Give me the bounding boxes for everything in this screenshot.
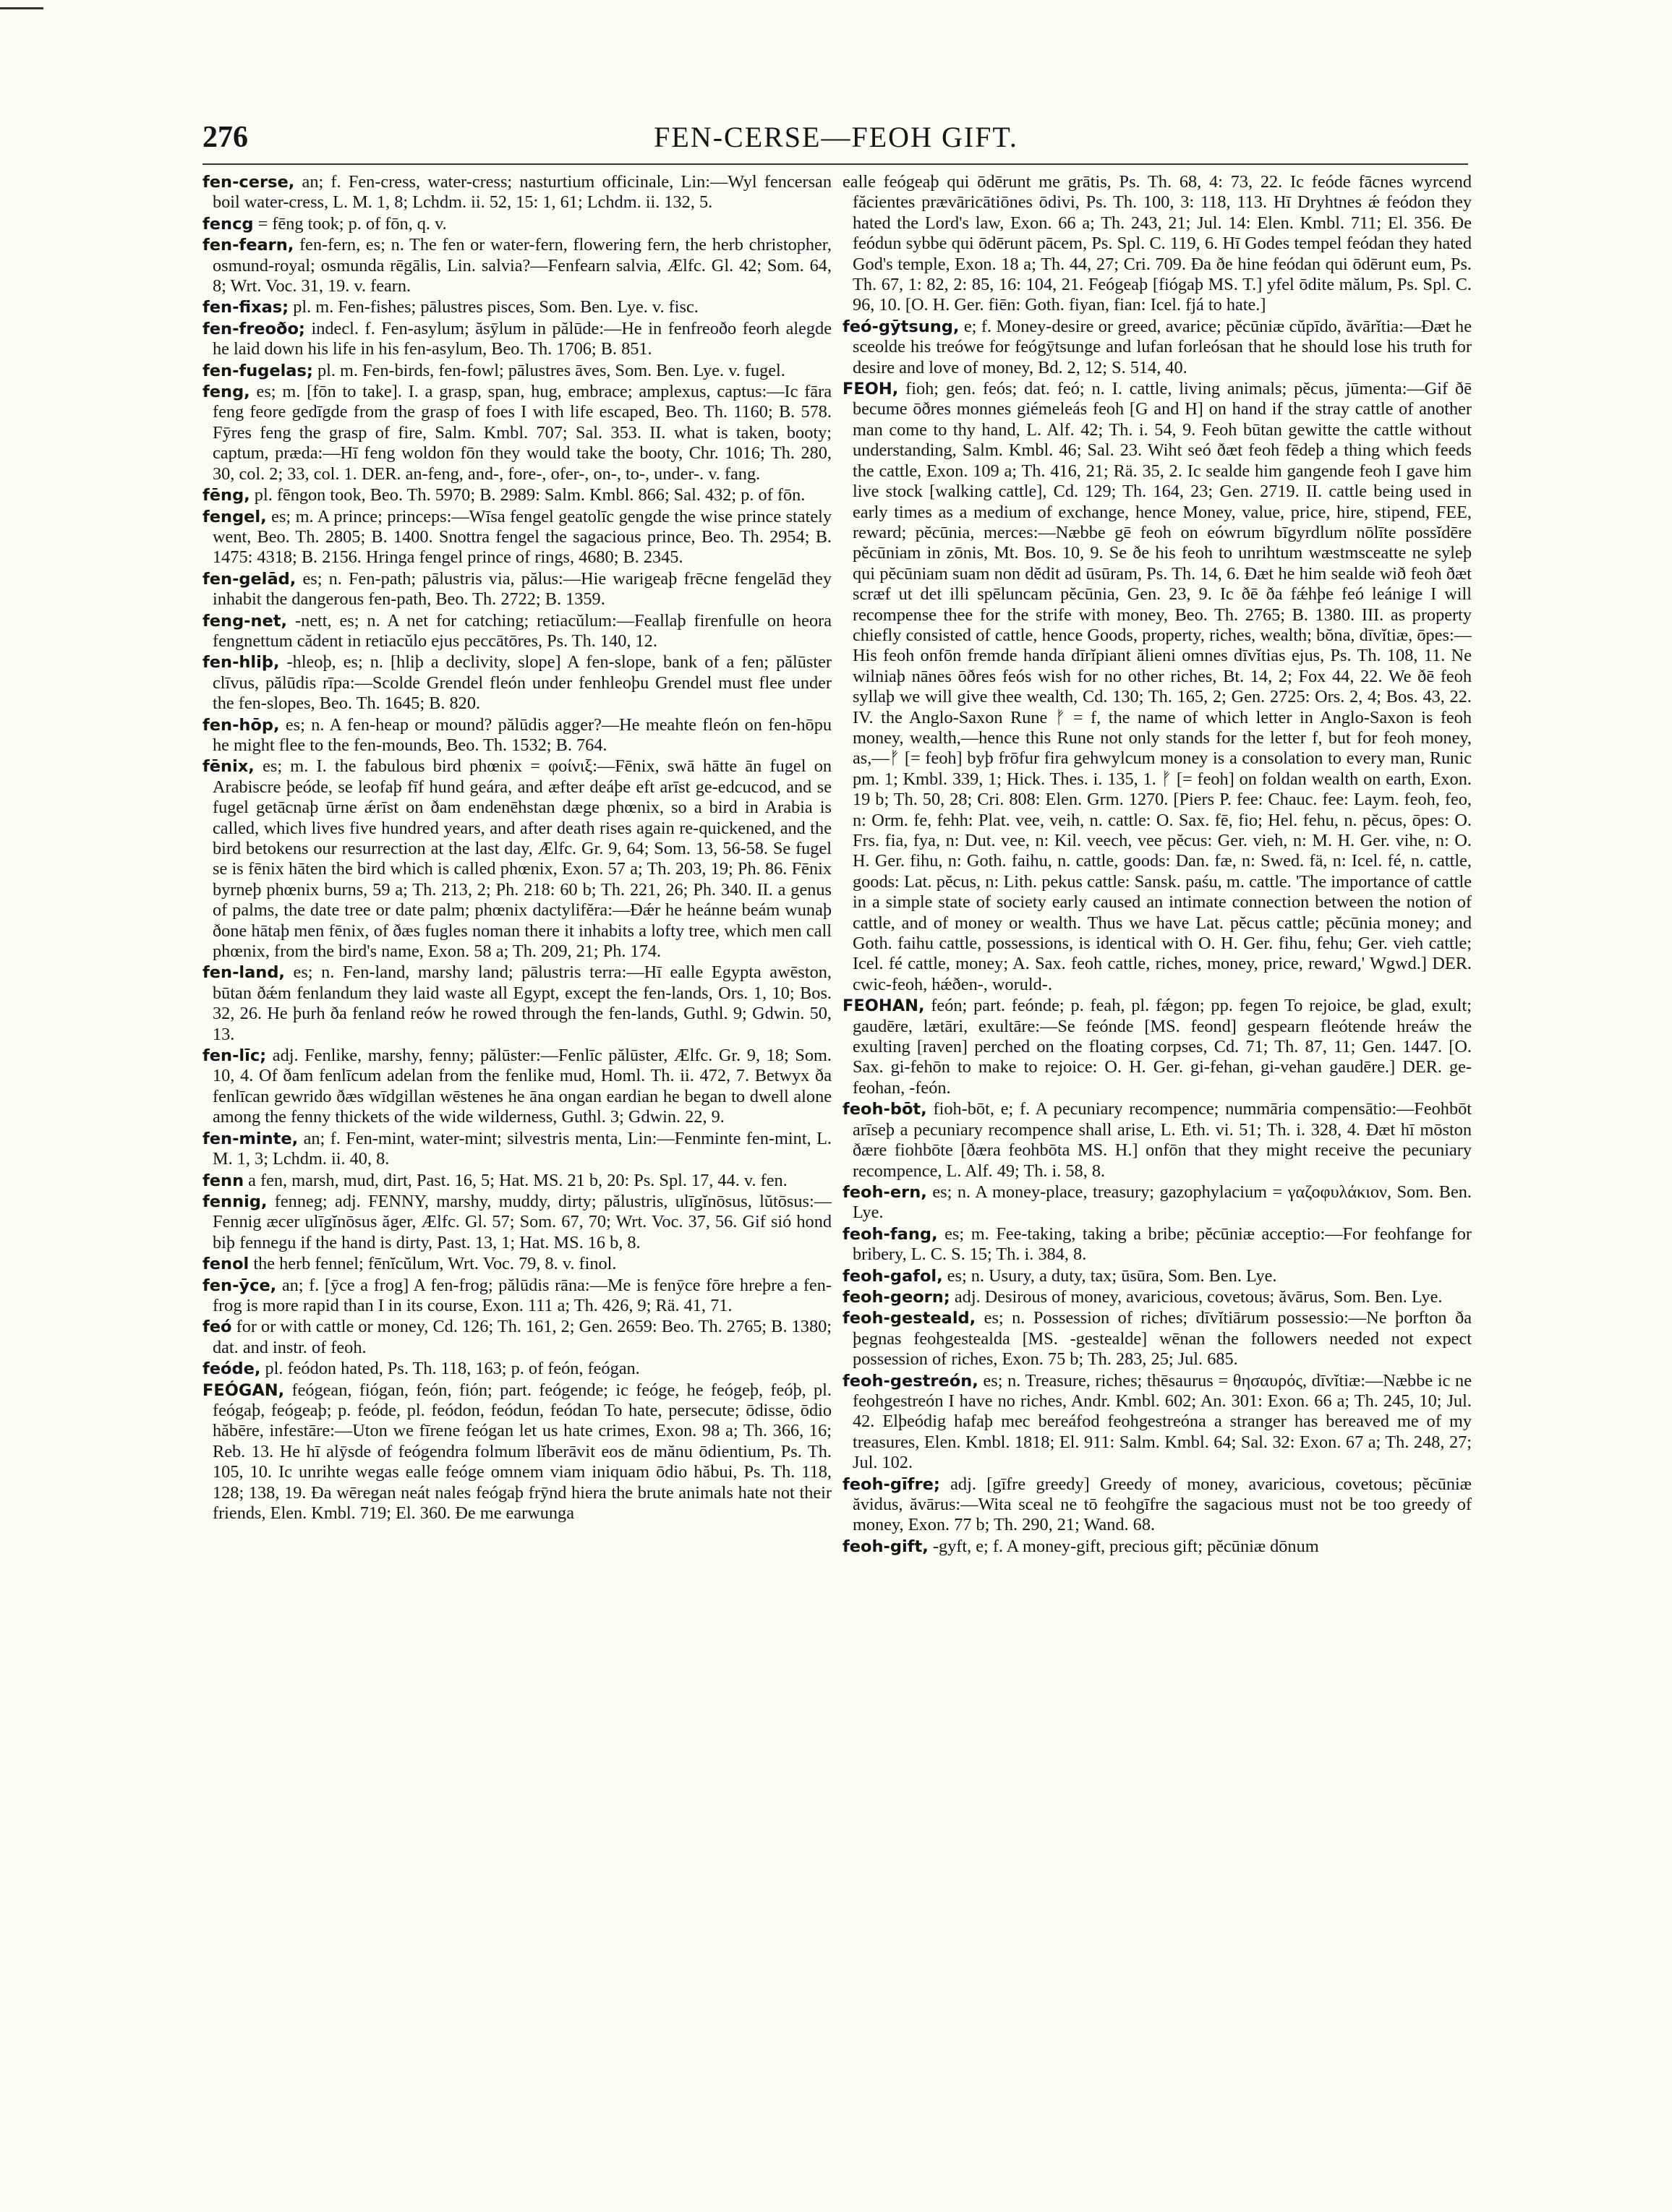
entry-text: es; n. A money-place, treasury; gazophylacium = γαζοφυλάκιον, Som. Ben. Lye. [853, 1182, 1472, 1223]
entry-headword: FEÓGAN, [202, 1380, 285, 1400]
dictionary-entry [843, 1308, 1472, 1370]
dictionary-entry [843, 172, 1472, 316]
dictionary-entry [202, 962, 832, 1045]
entry-text: e; f. Money-desire or greed, avarice; pĕcūniæ cŭpīdo, ăvārĭtia:—Ðæt he sceolde his treówe for feógȳtsunge and lufan forleósan that he should lose his truth for desire and love of money, Bd. 2, 12; S. 514, 40. [853, 316, 1472, 377]
entry-text: a fen, marsh, mud, dirt, Past. 16, 5; Hat. MS. 21 b, 20: Ps. Spl. 17, 44. v. fen. [244, 1170, 788, 1190]
entry-headword: fēng, [202, 486, 250, 505]
page-corner-mark [0, 7, 43, 9]
entry-text: es; m. I. the fabulous bird phœnix = φοίνιξ:—Fēnix, swā hātte ān fugel on Arabiscre þeóde, se leofaþ fīf hund geára, and æfter deáþe eft arīst ge-edcucod, and se fugel getācnaþ ūrne ǽrīst on ðam endenēhstan dæge phœnix, so a bird in Arabia is called, which lives five hundred years, and after death rises again re-quickened, and the bird betokens our resurrection at the last day, Ælfc. Gr. 9, 64; Som. 13, 56-58. Se fugel se is fēnix hāten the bird which is called phœnix, Exon. 57 a; Th. 203, 19; Ph. 86. Fēnix byrneþ phœnix burns, 59 a; Th. 213, 2; Ph. 218: 60 b; Th. 221, 26; Ph. 340. II. a genus of palms, the date tree or date palm; phœnix dactylifĕra:—Ðǽr he heánne beám wunaþ ðone hātaþ men fēnix, of ðæs fugles noman there it inhabits a lofty tree, which men call phœnix, from the bird's name, Exon. 58 a; Th. 209, 21; Ph. 174. [213, 756, 832, 962]
entry-headword: fen-fixas; [202, 298, 289, 317]
entry-text: es; m. A prince; princeps:—Wīsa fengel geatolīc gengde the wise prince stately went, Beo. Th. 2805; B. 1400. Snottra fengel the sagacious prince, Beo. Th. 2954; B. 1475: 4318; B. 2156. Hringa fengel prince of rings, 4680; B. 2345. [213, 506, 832, 568]
entry-text: an; f. Fen-cress, water-cress; nasturtium officinale, Lin:—Wyl fencersan boil water-cress, L. M. 1, 8; Lchdm. ii. 52, 15: 1, 61; Lchdm. ii. 132, 5. [213, 172, 832, 213]
entry-text: es; n. A fen-heap or mound? pălūdis agger?—He meahte fleón on fen-hōpu he might flee to the fen-mounds, Beo. Th. 1532; B. 764. [213, 714, 832, 755]
dictionary-entry [843, 1287, 1472, 1307]
dictionary-entry [202, 569, 832, 610]
entry-headword: feoh-georn; [843, 1287, 950, 1307]
dictionary-entry [202, 361, 832, 381]
dictionary-entry [202, 1359, 832, 1379]
entry-text: feógean, fiógan, feón, fión; part. feógende; ic feóge, he feógeþ, feóþ, pl. feógaþ, feógeaþ; p. feóde, pl. feódon, feódun, feódan To hate, persecute; ōdisse, ōdio hăbēre, infestāre:—Uton we fīrene feógan let us hate crimes, Exon. 98 a; Th. 366, 16; Reb. 13. He hī alȳsde of feógendra folmum lĭberāvit eos de mănu ōdientium, Ps. Th. 105, 10. Ic unrihte wegas ealle feóge omnem viam iniquam ōdio hăbui, Ps. Th. 118, 128; 138, 19. Ða wēregan neát nales feógaþ frȳnd hiera the brute animals hate not their friends, Elen. Kmbl. 719; El. 360. Ðe me earwunga [213, 1380, 832, 1523]
entry-text: es; m. [fōn to take]. I. a grasp, span, hug, embrace; amplexus, captus:—Ic fāra feng feore gedīgde from the grasp of foes I with life escaped, Beo. Th. 1160; B. 578. Fȳres feng the grasp of fire, Salm. Kmbl. 707; Sal. 353. II. what is taken, booty; captum, præda:—Hī feng woldon fōn they would take the booty, Chr. 1016; Th. 280, 30, col. 2; 33, col. 1. DER. an-feng, and-, fore-, ofer-, on-, to-, under-. v. fang. [213, 382, 832, 484]
entry-headword: fen-freoðo; [202, 319, 305, 338]
entry-headword: fen-minte, [202, 1129, 299, 1148]
entry-text: an; f. Fen-mint, water-mint; silvestris menta, Lin:—Fenminte fen-mint, L. M. 1, 3; Lchdm. ii. 40, 8. [213, 1128, 832, 1169]
entry-headword: fenol [202, 1255, 249, 1274]
dictionary-entry [202, 1276, 832, 1317]
dictionary-entry [202, 1317, 832, 1358]
entry-text: adj. Fenlike, marshy, fenny; pălūster:—Fenlīc pălūster, Ælfc. Gr. 9, 18; Som. 10, 4. Of ðam fenlīcum adelan from the fenlike mud, Homl. Th. ii. 472, 7. Betwyx ða fenlīcan gewrido ðæs wīdgillan wēstenes he āna ongan eardian he began to dwell alone among the fenny thickets of the wide wilderness, Guthl. 3; Gdwin. 22, 9. [213, 1046, 832, 1127]
dictionary-entry [202, 1046, 832, 1128]
dictionary-entry [843, 1474, 1472, 1536]
dictionary-entry [202, 319, 832, 360]
entry-headword: feoh-gesteald, [843, 1309, 976, 1328]
dictionary-entry [202, 235, 832, 296]
left-column [202, 172, 832, 2204]
dictionary-entry [202, 507, 832, 568]
entry-text: fioh; gen. feós; dat. feó; n. I. cattle, living animals; pĕcus, jūmenta:—Gif ðē becume ōðres monnes giémeleás feoh [G and H] on hand if the stray cattle of another man come to thy hand, L. Alf. 42; Th. i. 54, 9. Feoh būtan gewitte the cattle without understanding, Salm. Kmbl. 46; Sal. 23. Wiht seó ðæt feoh fēdeþ a thing which feeds the cattle, Exon. 109 a; Th. 416, 21; Rä. 35, 2. Ic sealde him gangende feoh I gave him live stock [walking cattle], Cd. 129; Th. 164, 23; Gen. 2719. II. cattle being used in early times as a medium of exchange, hence Money, value, price, hire, stipend, FEE, reward; pĕcūnia, merces:—Næbbe gē feoh on eówrum bīgyrdlum nōlīte possĭdēre pĕcūniam in zōnis, Mt. Bos. 10, 9. Se ðe his feoh to unrihtum wæstmsceatte ne syleþ qui pĕcūniam suam non dĕdit ad ūsūram, Ps. Th. 14, 6. Ðæt he him sealde wið feoh ðæt scræf ut det illi spēluncam pĕcūnia, Gen. 23, 9. Ic ðē ða fǽhþe feó leánige I will recompense thee for the strife with money, Beo. Th. 2765; B. 1380. III. as property chiefly consisted of cattle, hence Goods, property, riches, wealth; bŏna, dīvĭtiæ, ōpes:—His feoh onfōn fremde handa dīrĭpiant ălieni omnes dīvĭtias ejus, Ps. Th. 108, 11. Ne wilniaþ nānes ōðres feós wish for no other riches, Bt. 14, 2; Fox 44, 22. We ðē feoh syllaþ we will give thee wealth, Cd. 130; Th. 165, 2; Gen. 2725: Ors. 2, 4; Bos. 43, 22. IV. the Anglo-Saxon Rune ᚠ = f, the name of which letter in Anglo-Saxon is feoh money, wealth,—hence this Rune not only stands for the letter f, but for feoh money, as,—ᚠ [= feoh] byþ frōfur fira gehwylcum money is a consolation to every man, Runic pm. 1; Kmbl. 339, 1; Hick. Thes. i. 135, 1. ᚠ [= feoh] on foldan wealth on earth, Exon. 19 b; Th. 50, 28; Cri. 808: Elen. Grm. 1270. [Piers P. fee: Chauc. fee: Laym. feoh, feo, n: Orm. fe, fehh: Plat. vee, veih, n. cattle: O. Sax. fē, fio; Hel. fehu, n. pĕcus, ōpes: O. Frs. fia, fya, n: Dut. vee, n: Kil. veech, vee pĕcus: Ger. vieh, n: M. H. Ger. vihe, n: O. H. Ger. fihu, n: Goth. faihu, n. cattle, goods: Dan. fæ, n: Swed. fä, n: Icel. fé, n. cattle, goods: Lat. pĕcus, n: Lith. pekus cattle: Sansk. paśu, m. cattle. 'The importance of cattle in a simple state of society early caused an intimate connection between the notion of cattle, and of money or wealth. Thus we have Lat. pĕcus cattle; pĕcūnia money; and Goth. faihu cattle, possessions, is identical with O. H. Ger. fihu, fehu; Ger. vieh cattle; Icel. fé cattle, money; A. Sax. feoh cattle, riches, money, price, reward,' Wgwd.] DER. cwic-feoh, hǽðen-, woruld-. [853, 379, 1472, 994]
page-number: 276 [202, 121, 248, 154]
entry-headword: feoh-ern, [843, 1182, 927, 1202]
entry-headword: feng, [202, 383, 250, 402]
header-rule [202, 163, 1468, 165]
entry-text: the herb fennel; fēnĭcŭlum, Wrt. Voc. 79, 8. v. finol. [249, 1254, 617, 1274]
dictionary-entry [843, 1537, 1472, 1557]
entry-text: = fēng took; p. of fōn, q. v. [253, 213, 447, 234]
entry-headword: fen-hliþ, [202, 653, 280, 672]
entry-headword: fen-gelād, [202, 569, 297, 589]
entry-headword: FEOHAN, [843, 996, 925, 1016]
entry-text: an; f. [ȳce a frog] A fen-frog; pălūdis rāna:—Me is fenȳce fōre hreþre a fen-frog is more rapid than I in its course, Exon. 111 a; Th. 426, 9; Rä. 41, 71. [213, 1275, 832, 1315]
entry-text: fioh-bōt, e; f. A pecuniary recompence; nummāria compensātio:—Feohbōt arīseþ a pecuniary recompence shall arise, L. Eth. vi. 51; Th. i. 328, 4. Ðæt hī mōston ðære fiohbōte [ðæra feohbōta MS. H.] onfōn that they might receive the pecuniary recompence, L. Alf. 49; Th. i. 58, 8. [853, 1099, 1472, 1181]
entry-text: es; n. Fen-land, marshy land; pālustris terra:—Hī ealle Egypta awēston, būtan ðǽm fenlandum they laid waste all Egypt, except the fen-lands, Ors. 1, 10; Bos. 32, 26. He þurh ða fenland reów he rowed through the fen-lands, Guthl. 9; Gdwin. 50, 13. [213, 962, 832, 1044]
dictionary-entry [202, 485, 832, 505]
entry-headword: fen-līc; [202, 1046, 267, 1066]
entry-headword: fenn [202, 1171, 244, 1190]
dictionary-entry [202, 756, 832, 962]
entry-text: indecl. f. Fen-asylum; ăsȳlum in pălūde:—He in fenfreoðo feorh alegde he laid down his life in his fen-asylum, Beo. Th. 1706; B. 851. [213, 318, 832, 359]
entry-headword: feoh-fang, [843, 1224, 938, 1244]
entry-headword: fen-ȳce, [202, 1276, 277, 1295]
entry-text: pl. m. Fen-fishes; pālustres pisces, Som. Ben. Lye. v. fisc. [289, 297, 699, 317]
dictionary-entry [843, 317, 1472, 378]
entry-text: es; m. Fee-taking, taking a bribe; pĕcūniæ acceptio:—For feohfange for bribery, L. C. S. 15; Th. i. 384, 8. [853, 1224, 1472, 1265]
entry-text: pl. m. Fen-birds, fen-fowl; pālustres āves, Som. Ben. Lye. v. fugel. [312, 360, 785, 380]
dictionary-entry [202, 1171, 832, 1191]
entry-text: -nett, es; n. A net for catching; retiacŭlum:—Feallaþ firenfulle on heora fengnettum cădent in retiacŭlo ejus peccātōres, Ps. Th. 140, 12. [213, 610, 832, 651]
entry-headword: fen-fugelas; [202, 361, 313, 380]
dictionary-entry [843, 1371, 1472, 1474]
entry-headword: feoh-bōt, [843, 1100, 927, 1119]
dictionary-entry [202, 172, 832, 213]
dictionary-entry [202, 214, 832, 234]
dictionary-entry [202, 382, 832, 484]
dictionary-entry [843, 379, 1472, 995]
entry-text: for or with cattle or money, Cd. 126; Th. 161, 2; Gen. 2659: Beo. Th. 2765; B. 1380; dat. and instr. of feoh. [213, 1317, 832, 1357]
dictionary-entry [843, 1099, 1472, 1182]
entry-text: feón; part. feónde; p. feah, pl. fǽgon; pp. fegen To rejoice, be glad, exult; gaudēre, lætāri, exultāre:—Se feónde [MS. feond] gespearn fleótende hreáw the exulting [raven] perched on the floating corpses, Cd. 71; Th. 87, 11; Gen. 1447. [O. Sax. gi-fehōn to make to rejoice: O. H. Ger. gi-fehan, gi-vehan gaudēre.] DER. ge-feohan, -feón. [853, 996, 1472, 1098]
dictionary-entry [202, 652, 832, 714]
entry-text: ealle feógeaþ qui ōdērunt me grātis, Ps. Th. 68, 4: 73, 22. Ic feóde fācnes wyrcend făcientes prævāricātiōnes ōdivi, Ps. Th. 100, 3: 118, 113. Hī Dryhtnes ǽ feódon they hated the Lord's law, Exon. 66 a; Th. 243, 21; Jul. 14: Elen. Kmbl. 711; El. 356. Ðe feódun sybbe qui ōdērunt pācem, Ps. Spl. C. 119, 6. Hī Godes tempel feódan they hated God's temple, Exon. 18 a; Th. 44, 27; Cri. 709. Ða ðe hine feódan qui ōdērunt eum, Ps. Th. 67, 1: 82, 2: 85, 16: 104, 21. Feógeaþ [fiógaþ MS. T.] yfel ōdite mălum, Ps. Spl. C. 96, 10. [O. H. Ger. fiēn: Goth. fiyan, fian: Icel. fjá to hate.] [843, 172, 1472, 315]
dictionary-entry [202, 1192, 832, 1253]
dictionary-entry [202, 715, 832, 756]
entry-headword: fen-fearn, [202, 236, 294, 255]
entry-text: -hleoþ, es; n. [hliþ a declivity, slope] A fen-slope, bank of a fen; pălūster clīvus, pălūdis rīpa:—Scolde Grendel fleón under fenhleoþu Grendel must flee under the fen-slopes, Beo. Th. 1645; B. 820. [213, 652, 832, 714]
entry-text: adj. Desirous of money, avaricious, covetous; ăvārus, Som. Ben. Lye. [950, 1286, 1443, 1307]
entry-headword: feó-gȳtsung, [843, 317, 960, 336]
entry-headword: fencg [202, 214, 254, 234]
entry-text: es; n. Fen-path; pālustris via, pălus:—Hie warigeaþ frēcne fengelād they inhabit the dangerous fen-path, Beo. Th. 2722; B. 1359. [213, 568, 832, 610]
dictionary-entry [843, 1224, 1472, 1265]
entry-text: fen-fern, es; n. The fen or water-fern, flowering fern, the herb christopher, osmund-royal; osmunda rēgālis, Lin. salvia?—Fenfearn salvia, Ælfc. Gl. 42; Som. 64, 8; Wrt. Voc. 31, 19. v. fearn. [213, 235, 832, 296]
entry-text: pl. fēngon took, Beo. Th. 5970; B. 2989: Salm. Kmbl. 866; Sal. 432; p. of fōn. [249, 485, 806, 505]
entry-text: es; n. Treasure, riches; thēsaurus = θησαυρός, dīvĭtiæ:—Næbbe ic ne feohgestreón I have no riches, Andr. Kmbl. 602; An. 301: Exon. 66 a; Th. 245, 10; Jul. 42. Elþeódig hafaþ mec bereáfod feohgestreóna a stranger has bereaved me of my treasures, Elen. Kmbl. 1818; El. 911: Salm. Kmbl. 64; Sal. 32: Exon. 67 a; Th. 248, 27; Jul. 102. [853, 1370, 1472, 1473]
entry-headword: feoh-gestreón, [843, 1371, 978, 1391]
entry-headword: feoh-gift, [843, 1537, 929, 1556]
entry-text: fenneg; adj. FENNY, marshy, muddy, dirty; pălustris, ulīgĭnōsus, lŭtōsus:—Fennig æcer ulīgĭnōsus ăger, Ælfc. Gl. 57; Som. 67, 70; Wrt. Voc. 37, 56. Gif sió hond biþ fennegu if the hand is dirty, Past. 13, 1; Hat. MS. 16 b, 8. [213, 1191, 832, 1252]
entry-headword: fen-hōp, [202, 715, 280, 735]
entry-text: pl. feódon hated, Ps. Th. 118, 163; p. of feón, feógan. [260, 1359, 640, 1379]
entry-headword: fen-land, [202, 963, 285, 983]
entry-headword: fen-cerse, [202, 173, 295, 192]
dictionary-entry [202, 611, 832, 652]
entry-headword: feoh-gīfre; [843, 1474, 940, 1494]
entry-headword: FEOH, [843, 380, 899, 399]
entry-headword: fennig, [202, 1192, 268, 1211]
entry-headword: feó [202, 1318, 232, 1337]
entry-headword: fēnix, [202, 757, 255, 777]
dictionary-entry [202, 1129, 832, 1170]
entry-text: es; n. Usury, a duty, tax; ūsūra, Som. Ben. Lye. [942, 1265, 1277, 1286]
dictionary-entry [843, 1266, 1472, 1286]
running-head: FEN-CERSE—FEOH GIFT. [654, 121, 1018, 153]
entry-headword: feoh-gafol, [843, 1266, 943, 1286]
entry-text: adj. [gīfre greedy] Greedy of money, avaricious, covetous; pĕcūniæ ăvidus, ăvārus:—Wita sceal ne tō feohgīfre the sagacious must not be too greedy of money, Exon. 77 b; Th. 290, 21; Wand. 68. [853, 1474, 1472, 1535]
dictionary-entry [202, 297, 832, 317]
entry-headword: feóde, [202, 1359, 261, 1379]
entry-text: -gyft, e; f. A money-gift, precious gift; pĕcūniæ dōnum [928, 1536, 1319, 1556]
right-column [843, 172, 1472, 2204]
dictionary-entry [843, 1182, 1472, 1224]
dictionary-entry [202, 1254, 832, 1274]
entry-headword: fengel, [202, 507, 267, 526]
dictionary-entry [843, 996, 1472, 1098]
entry-text: es; n. Possession of riches; dīvĭtiārum possessio:—Ne þorfton ða þegnas feohgestealda [MS. -gestealde] wēnan the followers needed not expect possession of riches, Exon. 75 b; Th. 283, 25; Jul. 685. [853, 1308, 1472, 1370]
entry-headword: feng-net, [202, 611, 288, 631]
dictionary-entry [202, 1380, 832, 1524]
